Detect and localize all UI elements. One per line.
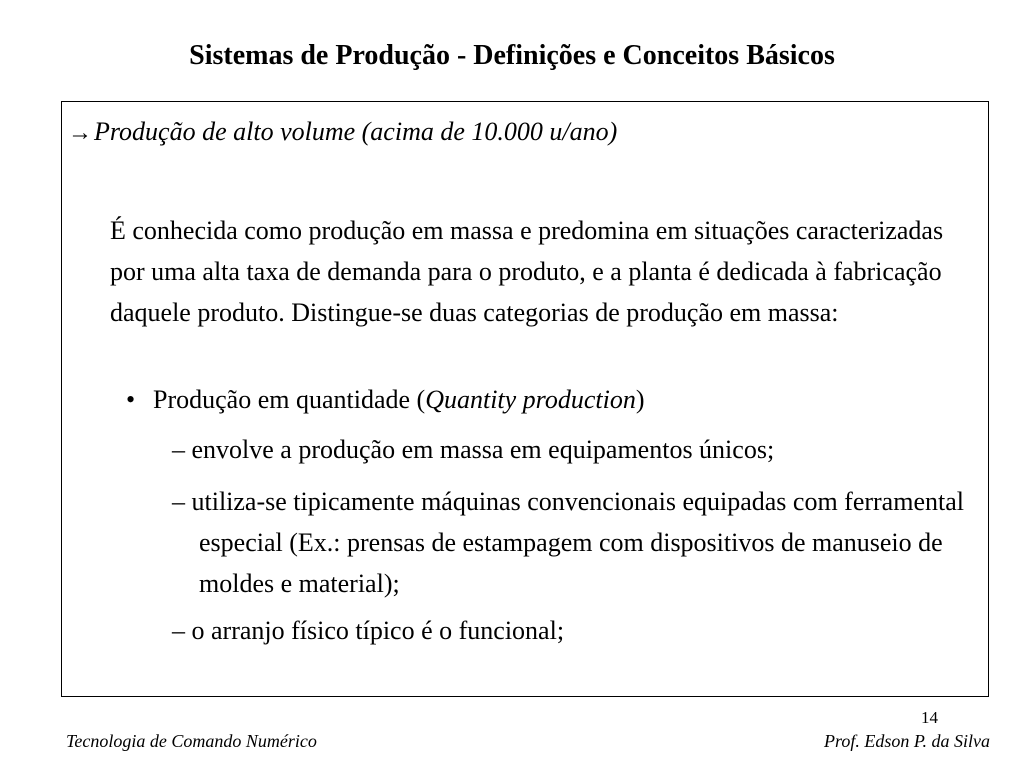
sub-item: – envolve a produção em massa em equipamentos únicos; bbox=[172, 435, 775, 464]
description-paragraph: É conhecida como produção em massa e predomina em situações caracterizadas por uma alta taxa de demanda para o produto, e a planta é dedicada à fabricação daquele produto. Distingue-se duas categorias de produção em massa: bbox=[110, 216, 944, 327]
page-number: 14 bbox=[921, 708, 938, 727]
arrow-right-icon: → bbox=[68, 120, 92, 146]
section-heading-text: Produção de alto volume (acima de 10.000 u/ano) bbox=[94, 117, 618, 146]
section-heading bbox=[68, 114, 617, 151]
bullet-text-suffix: ) bbox=[635, 385, 645, 414]
content-box bbox=[61, 101, 989, 697]
footer-author: Prof. Edson P. da Silva bbox=[824, 731, 990, 751]
sub-item: – o arranjo físico típico é o funcional; bbox=[172, 616, 565, 645]
sub-item: – utiliza-se tipicamente máquinas convencionais equipadas com ferramental especial (Ex.: prensas de estampagem com dispositivos de manuseio de moldes e material); bbox=[172, 487, 964, 598]
footer-course-name: Tecnologia de Comando Numérico bbox=[66, 731, 317, 751]
bullet-item bbox=[126, 382, 645, 418]
bullet-marker: • bbox=[126, 385, 136, 414]
slide-title: Sistemas de Produção - Definições e Conceitos Básicos bbox=[189, 40, 835, 71]
bullet-text-prefix: Produção em quantidade ( bbox=[153, 385, 426, 414]
bullet-text-italic: Quantity production bbox=[425, 385, 636, 414]
